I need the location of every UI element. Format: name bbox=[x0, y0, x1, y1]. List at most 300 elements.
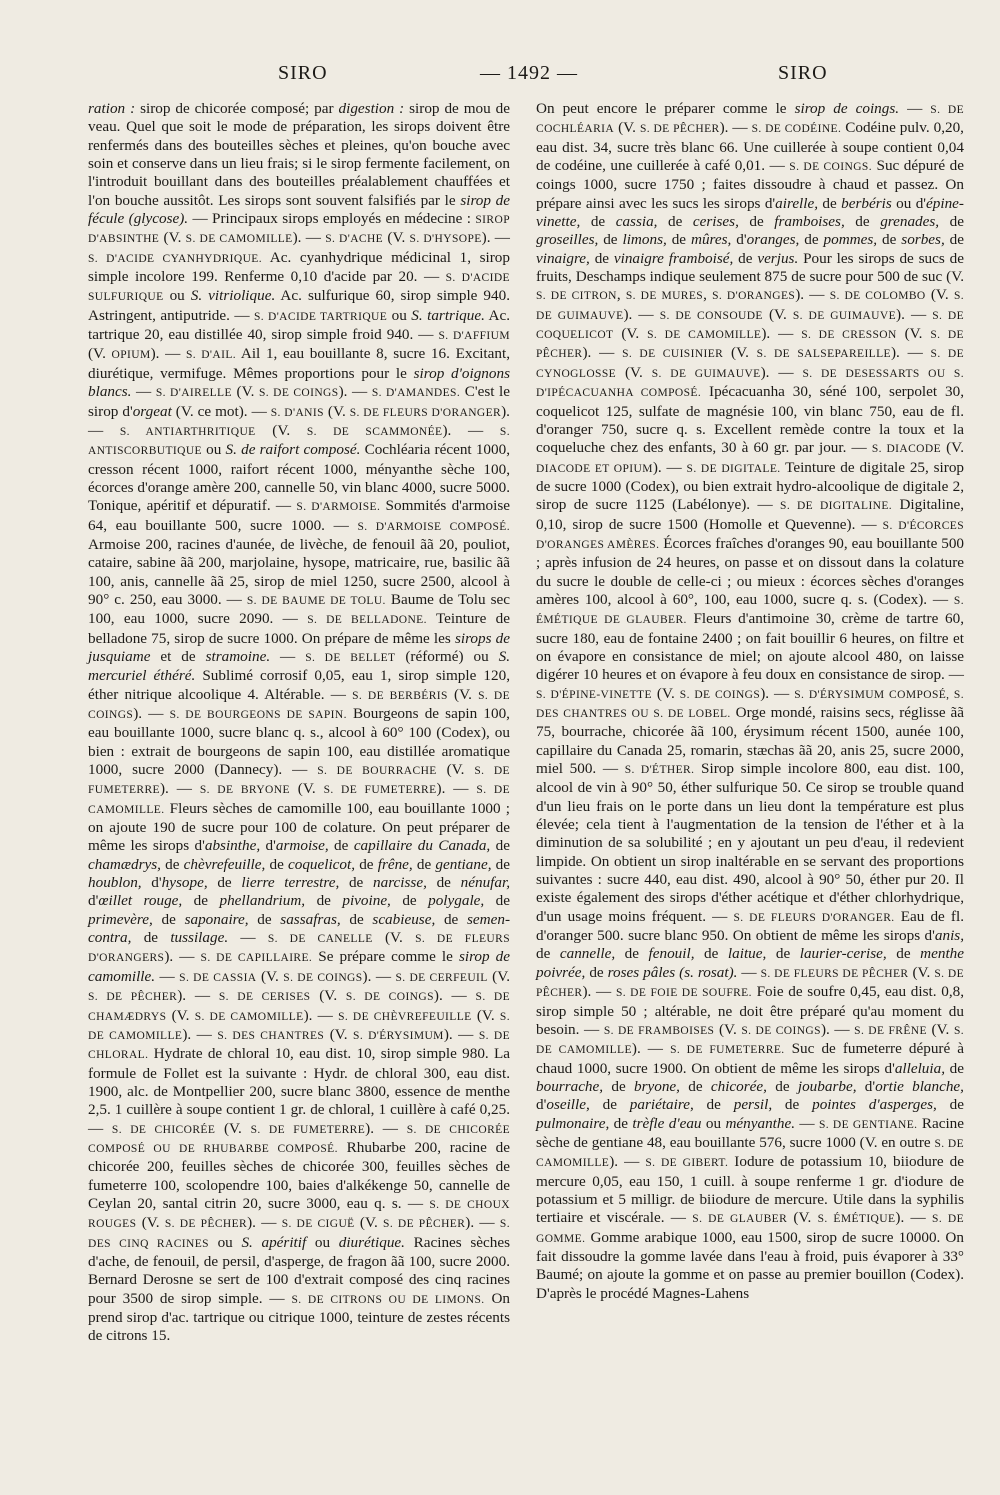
right-italic-term: sorbes, bbox=[901, 231, 945, 249]
right-italic-term: cassia, bbox=[615, 213, 658, 231]
right-text-run: d' bbox=[731, 231, 747, 249]
right-entry-heading: S. DE GUIMAUVE bbox=[536, 290, 965, 322]
right-entry-heading: S. DE CRESSON bbox=[801, 329, 897, 342]
right-text-run: ). — bbox=[631, 1040, 671, 1058]
left-text-run: de bbox=[160, 855, 184, 873]
left-entry-heading: S. DE CHOUX ROUGES bbox=[88, 1198, 511, 1231]
left-italic-term: orgeat bbox=[132, 402, 172, 420]
left-text-run: (V. bbox=[447, 685, 479, 703]
right-italic-term: vinaigre, bbox=[536, 249, 590, 267]
left-italic-term: sirop de fécule (glycose). bbox=[88, 191, 510, 228]
left-text-run: (V. bbox=[310, 987, 346, 1005]
right-entry-heading: S. DE FLEURS D'ORANGER. bbox=[733, 911, 895, 924]
left-entry-heading: S. DE CAMOMILLE bbox=[194, 1010, 304, 1023]
left-italic-term: nénufar, bbox=[460, 874, 510, 892]
left-text-run: Ac. tartrique 20, eau distillée 40, sirop simple froid 940. — bbox=[88, 306, 511, 344]
right-entry-heading: S. D'ÉRYSIMUM COMPOSÉ, S. DES CHANTRES OU S. DE LOBEL. bbox=[536, 688, 964, 720]
right-italic-term: grenades, bbox=[880, 213, 940, 231]
right-text-run: (V. bbox=[787, 1209, 818, 1227]
right-text-run: de bbox=[766, 1077, 798, 1095]
right-text-run: de bbox=[738, 213, 775, 231]
right-italic-term: pulmonaire, bbox=[536, 1114, 610, 1132]
right-text-run: Eau de fl. d'oranger 500. sucre blanc 950. On obtient de même les sirops d' bbox=[536, 907, 964, 945]
left-italic-term: saponaire, bbox=[184, 910, 249, 928]
right-text-run: d' bbox=[856, 1077, 876, 1095]
right-text-run: (V. bbox=[616, 363, 652, 381]
right-entry-heading: S. ÉMÉTIQUE DE GLAUBER. bbox=[536, 594, 964, 627]
left-italic-term: ration : bbox=[88, 100, 136, 117]
left-entry-heading: S. D'ÉRYSIMUM bbox=[353, 1029, 444, 1042]
right-entry-heading: S. DE COQUELICOT bbox=[536, 309, 964, 342]
left-entry-heading: S. D'AIL. bbox=[186, 349, 237, 362]
left-entry-heading: S. DES CINQ RACINES bbox=[88, 1218, 510, 1250]
right-text-run: de bbox=[799, 231, 824, 249]
right-italic-term: airelle, bbox=[775, 194, 819, 212]
left-italic-term: lierre terrestre, bbox=[241, 874, 340, 892]
left-italic-term: phellandrium, bbox=[219, 892, 306, 910]
right-text-run: — bbox=[899, 100, 931, 117]
right-italic-term: mûres, bbox=[690, 231, 732, 249]
left-italic-term: sirop de camomille. bbox=[88, 948, 511, 985]
left-entry-heading: S. DES CHANTRES bbox=[217, 1029, 325, 1042]
right-text-run: ). — bbox=[761, 325, 802, 343]
left-text-run: Armoise 200, racines d'aunée, de livèche, de fenouil ãã 20, pouliot, cataire, sabine ãã 200, marjolaine, hysope, matricaire, rue, basilic ãã 100, anis, cannelle ãã 25, sirop de miel 1250, sucre 2500, alcool à 90° c. 250, eau 3000. — bbox=[88, 535, 510, 608]
right-italic-term: bryone, bbox=[633, 1077, 680, 1095]
right-entry-heading: S. D'ÉPINE-VINETTE bbox=[536, 688, 652, 701]
right-italic-term: cannelle, bbox=[559, 945, 616, 963]
left-text-run: ). — bbox=[247, 1214, 282, 1232]
right-italic-term: oranges, bbox=[746, 231, 800, 249]
right-entry-heading: S. DE COLOMBO bbox=[829, 290, 926, 303]
left-entry-heading: S. D'AIRELLE bbox=[155, 387, 232, 400]
left-entry-heading: S. DE BELLET bbox=[305, 651, 396, 664]
left-text-run: ). — bbox=[362, 967, 396, 985]
left-entry-heading: S. DE PÊCHER bbox=[383, 1218, 466, 1231]
left-text-run: On prend sirop d'ac. tartrique ou citrique 1000, teinture de zestes récents de citrons 15. bbox=[88, 1289, 510, 1345]
right-entry-heading: S. DE CUISINIER bbox=[622, 348, 724, 361]
left-text-column bbox=[88, 100, 510, 1346]
left-text-run: ). — bbox=[164, 948, 201, 966]
left-text-run: ou bbox=[163, 287, 191, 305]
right-italic-term: laurier-cerise, bbox=[799, 945, 887, 963]
left-entry-heading: S. D'ACHE bbox=[325, 233, 384, 246]
right-italic-term: pariétaire, bbox=[629, 1096, 694, 1114]
right-italic-term: sirop de coings. bbox=[794, 100, 900, 117]
left-entry-heading: S. DE COINGS bbox=[283, 971, 363, 984]
right-text-run: On peut encore le préparer comme le bbox=[536, 100, 795, 117]
left-text-run: Rhubarbe 200, racine de chicorée 200, feuilles sèches de chicorée 300, feuilles sèches de fumeterre 100, scolopendre 100, baies d'alkékenge 50, cannelle de Ceylan 20, santal citrin 20, sucre 3000, eau q. s. — bbox=[88, 1138, 510, 1212]
left-text-run: ). — bbox=[177, 987, 219, 1005]
right-text-column bbox=[536, 100, 964, 1303]
right-text-run: ). — bbox=[609, 1153, 646, 1171]
left-entry-heading: S. DE CERISES bbox=[218, 991, 311, 1004]
left-italic-term: S. tartrique. bbox=[411, 306, 485, 324]
left-text-run: de bbox=[340, 910, 373, 928]
right-entry-heading: S. DE PÊCHER bbox=[536, 329, 964, 361]
left-entry-heading: OPIUM bbox=[111, 349, 151, 362]
left-entry-heading: S. D'ANIS bbox=[270, 406, 324, 419]
left-text-run: ). — bbox=[182, 1025, 218, 1043]
right-entry-heading: S. DE CODÉINE. bbox=[751, 123, 842, 136]
left-entry-heading: SIROP D'ABSINTHE bbox=[88, 214, 510, 246]
left-italic-term: S. vitriolique. bbox=[190, 287, 276, 305]
right-italic-term: fenouil, bbox=[648, 945, 695, 963]
left-text-run: d' bbox=[141, 874, 162, 892]
left-text-run: de bbox=[152, 910, 185, 928]
header-left-keyword: SIRO bbox=[278, 62, 328, 84]
left-italic-term: semen-contra, bbox=[88, 910, 511, 947]
right-text-run: Racine sèche de gentiane 48, eau bouillante 576, sucre 1000 (V. en outre bbox=[536, 1114, 965, 1151]
left-text-run: ou bbox=[387, 306, 412, 324]
right-text-run: de bbox=[598, 231, 623, 249]
left-text-run: — bbox=[155, 967, 180, 985]
right-text-run: Fleurs d'antimoine 30, crème de tartre 60, sucre 180, eau de fontaine 2400 ; on fait bouillir 6 heures, on filtre et on évapore en consistance de miel; on ajoute alcool 480, on laisse digérer 10 heures et on évapore à feu doux en consistance de sirop. — bbox=[536, 610, 965, 684]
left-italic-term: chèvrefeuille, bbox=[183, 855, 266, 873]
right-text-run: Orge mondé, raisins secs, réglisse ãã 75, bourrache, chicorée ãã 100, érysimum récent 1500, aunée 100, capillaire du Canada 25, romarin, stæchas ãã 20, anis 25, sucre 2000, miel 500. — bbox=[536, 704, 964, 778]
left-text-run: Fleurs sèches de camomille 100, eau bouillante 1000 ; on ajoute 190 de sucre pour 100 de colature. On peut préparer de même les sirops d' bbox=[88, 799, 510, 855]
right-italic-term: roses pâles (s. rosat). bbox=[607, 963, 738, 981]
left-entry-heading: S. DE BELLADONE. bbox=[307, 614, 427, 627]
right-entry-heading: S. DE GOMME. bbox=[536, 1213, 964, 1245]
right-text-run: Pour les sirops de sucs de fruits, Deschamps indique seulement 875 de sucre pour 500 de suc (V. bbox=[536, 249, 964, 286]
left-entry-heading: S. DE CAPILLAIRE. bbox=[200, 952, 313, 965]
right-entry-heading: S. D'ÉCORCES D'ORANGES AMÈRES. bbox=[536, 519, 965, 551]
right-text-run: de bbox=[694, 945, 728, 963]
right-italic-term: oseille, bbox=[546, 1096, 590, 1114]
left-entry-heading: S. D'AMANDES. bbox=[371, 387, 461, 400]
left-text-run: ). — bbox=[133, 705, 170, 722]
left-entry-heading: S. DE CANELLE bbox=[267, 933, 373, 946]
left-text-run: sirop de mou de veau. Quel que soit le mode de préparation, les sirops doivent être renfermés dans des bouteilles sèches et pleines, qu'on bouche avec soin et conserve dans un lieu frais; si le sirop fermente facilement, on l'introduit bouillant dans des bouteilles préalablement chauffées et l'on bouche aussitôt. Les sirops sont souvent falsifiés par le bbox=[88, 100, 510, 209]
right-text-run: ). — bbox=[820, 1020, 855, 1038]
right-text-run: de bbox=[818, 194, 842, 212]
left-italic-term: houblon, bbox=[88, 874, 142, 892]
right-entry-heading: S. DE SALSEPAREILLE bbox=[756, 348, 891, 361]
left-entry-heading: S. DE CAMOMILLE. bbox=[88, 784, 510, 816]
right-text-run: ). — bbox=[760, 363, 803, 381]
left-entry-heading: S. DE FUMETERRE bbox=[88, 765, 510, 797]
left-entry-heading: S. DE CHLORAL. bbox=[88, 1029, 511, 1062]
left-italic-term: armoise, bbox=[275, 837, 329, 855]
left-text-run: et de bbox=[150, 647, 206, 665]
right-entry-heading: S. D'ORANGES bbox=[712, 290, 796, 303]
right-text-run: de bbox=[939, 213, 964, 231]
left-text-run: (V. bbox=[289, 780, 324, 798]
right-text-run: (V. bbox=[762, 305, 793, 323]
left-entry-heading: S. D'ACIDE TARTRIQUE bbox=[254, 310, 388, 323]
right-entry-heading: S. DE GENTIANE. bbox=[818, 1118, 918, 1131]
right-text-run: de bbox=[657, 213, 693, 231]
right-text-run: Teinture de digitale 25, sirop de sucre 1000 (Codex), ou bien extrait hydro-alcoolique de digitale 2, sirop de sucre 1125 (Labélonye). — bbox=[536, 458, 965, 514]
left-text-run: de bbox=[490, 837, 510, 855]
right-text-run: Codéine pulv. 0,20, eau dist. 34, sucre très blanc 66. Une cuillerée à soupe contient 0,04 de codéine, une cuillerée à café 0,01. — bbox=[536, 119, 964, 175]
right-text-run: Gomme arabique 1000, eau 1500, sirop de sucre 10000. On fait dissoudre la gomme lavée dans l'eau à froid, puis évaporer à 33° Baumé; on ajoute la gomme et on passe au premier bouillon (Codex). D'après le procédé Magnes-Lahens bbox=[536, 1228, 964, 1302]
right-entry-heading: S. DE CAMOMILLE bbox=[647, 329, 762, 342]
left-entry-heading: S. DE PÊCHER bbox=[88, 991, 178, 1004]
left-text-run: — bbox=[228, 929, 268, 947]
left-entry-heading: S. DE CHICORÉE bbox=[111, 1123, 216, 1136]
right-column-paragraph bbox=[536, 100, 964, 1303]
right-text-run: de bbox=[733, 249, 758, 267]
right-italic-term: ortie blanche, bbox=[875, 1077, 964, 1095]
left-text-run: (V. bbox=[255, 421, 307, 439]
left-italic-term: coquelicot, bbox=[287, 855, 356, 873]
right-text-run: — bbox=[795, 1114, 819, 1132]
left-entry-heading: S. DE PÊCHER bbox=[164, 1218, 248, 1231]
right-entry-heading: S. DE PÊCHER bbox=[536, 967, 965, 1000]
right-text-run: Foie de soufre 0,45, eau dist. 0,8, sirop simple 50 ; altérable, ne doit être préparé qu'au moment du besoin. — bbox=[536, 983, 965, 1038]
right-text-run: (V. bbox=[614, 119, 640, 137]
right-italic-term: épine-vinette, bbox=[536, 194, 964, 231]
left-text-run: (V. bbox=[215, 1119, 251, 1137]
left-entry-heading: S. D'ACIDE SULFURIQUE bbox=[88, 272, 510, 304]
right-entry-heading: S. ÉMÉTIQUE bbox=[817, 1213, 896, 1226]
right-entry-heading: S. D'ÉTHER. bbox=[624, 764, 695, 777]
left-text-run: Se prépare comme le bbox=[312, 948, 459, 966]
right-italic-term: bourrache, bbox=[536, 1077, 604, 1095]
left-text-run: ). — bbox=[436, 780, 477, 798]
right-entry-heading: S. DE COINGS. bbox=[789, 161, 872, 174]
right-text-run: de bbox=[609, 1114, 633, 1132]
left-text-run: de bbox=[207, 874, 242, 892]
left-text-run: de bbox=[182, 892, 220, 910]
left-text-run: ). — bbox=[292, 229, 326, 247]
right-text-run: (V. bbox=[896, 325, 931, 343]
left-entry-heading: S. DE CERFEUIL bbox=[395, 971, 488, 984]
left-italic-term: chamædrys, bbox=[88, 855, 161, 873]
right-text-run: de bbox=[585, 963, 608, 981]
left-italic-term: gentiane, bbox=[435, 855, 492, 873]
left-entry-heading: S. DE SCAMMONÉE bbox=[306, 425, 443, 438]
right-text-run: ). — bbox=[582, 344, 623, 362]
page-number: — 1492 — bbox=[480, 62, 578, 84]
right-entry-heading: S. DE DESESSARTS OU S. D'IPÉCACUANHA COMPOSÉ. bbox=[536, 367, 964, 400]
left-text-run: d' bbox=[88, 892, 99, 910]
right-entry-heading: S. DE PÊCHER bbox=[639, 123, 720, 136]
left-entry-heading: S. DE BRYONE bbox=[199, 784, 290, 797]
left-text-run: de bbox=[339, 874, 374, 892]
right-text-run: de bbox=[580, 213, 616, 231]
right-text-run: ). — bbox=[895, 1209, 933, 1227]
left-text-run: (V. bbox=[256, 967, 284, 985]
left-text-run: de bbox=[426, 874, 461, 892]
left-entry-heading: S. DE COINGS bbox=[258, 387, 339, 400]
left-text-run: Cochléaria récent 1000, cresson récent 1000, raifort récent 1000, ményanthe sèche 100, écorces d'orange amère 200, cannelle 50, vin blanc 4000, sucre 5000. Tonique, apéritif et dépuratif. — bbox=[88, 441, 510, 515]
left-text-run: ). — bbox=[443, 1025, 479, 1043]
right-text-run: de bbox=[589, 249, 614, 267]
left-entry-heading: S. ANTIARTHRITIQUE bbox=[119, 425, 256, 438]
left-entry-heading: S. DE CAMOMILLE bbox=[185, 233, 293, 246]
right-entry-heading: S. DE CYNOGLOSSE bbox=[536, 348, 964, 380]
left-text-run: ou bbox=[306, 1233, 339, 1251]
right-italic-term: chicorée, bbox=[710, 1077, 767, 1095]
left-text-run: ). — bbox=[365, 1119, 407, 1137]
right-entry-heading: S. DE COINGS bbox=[679, 688, 761, 701]
right-text-run: ). — bbox=[890, 344, 931, 362]
left-text-run: (V. bbox=[372, 929, 416, 947]
right-entry-heading: S. DIACODE bbox=[871, 443, 942, 456]
left-entry-heading: S. DE FLEURS D'ORANGERS bbox=[88, 933, 510, 965]
left-text-run: (V. bbox=[323, 402, 350, 420]
left-text-run: (V. bbox=[159, 229, 186, 247]
left-text-run: (V. bbox=[166, 1006, 195, 1024]
right-text-run: (V. bbox=[926, 1020, 954, 1038]
right-text-run: ). — bbox=[623, 305, 660, 323]
right-italic-term: anis, bbox=[934, 927, 964, 945]
left-text-run: ). — bbox=[442, 421, 500, 439]
left-text-run: (V. bbox=[471, 1006, 500, 1024]
right-entry-heading: S. DE CAMOMILLE bbox=[536, 1137, 964, 1170]
left-text-run: (V. bbox=[136, 1214, 165, 1232]
left-text-run: (V. bbox=[383, 229, 410, 247]
left-text-run: de bbox=[412, 855, 436, 873]
left-text-run: ou bbox=[208, 1233, 242, 1251]
left-text-run: de bbox=[355, 855, 378, 873]
right-entry-heading: S. DE FRÊNE bbox=[854, 1024, 927, 1037]
right-entry-heading: S. DE GIBERT. bbox=[645, 1157, 729, 1170]
right-text-run: Iodure de potassium 10, biiodure de mercure 0,05, eau 150, 1 cuill. à soupe renferme 1 gr. d'iodure de potassium et 5 milligr. de biiodure de mercure. Utile dans la syphilis tertiaire et viscérale. — bbox=[536, 1153, 964, 1227]
right-italic-term: verjus. bbox=[757, 249, 799, 267]
right-text-run: (V. bbox=[651, 684, 680, 702]
right-text-run: ou bbox=[701, 1114, 726, 1132]
right-text-run: Sirop simple incolore 800, eau dist. 100, alcool de vin à 90° 50, éther sulfurique 50. Ce sirop se trouble quand d'un lieu frais on le porte dans un lieu dont la température est plus élevée; cela tient à l'augmentation de la tension de l'éther et à la diminution de sa solubilité ; en y ajoutant un peu d'eau, il redevient limpide. On obtient un sirop inaltérable en se servant des proportions suivantes : sucre 440, eau dist. 490, alcool à 90° 50, éther pur 20. Il existe également des sirops d'éther acétique et d'éther chlorhydrique, d'un usage moins fréquent. — bbox=[536, 760, 965, 925]
right-italic-term: vinaigre framboisé, bbox=[613, 249, 734, 267]
left-text-run: ). — bbox=[150, 345, 186, 363]
right-text-run: de bbox=[944, 231, 965, 249]
left-italic-term: digestion : bbox=[338, 100, 405, 117]
left-entry-heading: S. DE CIGUË bbox=[281, 1218, 355, 1231]
right-italic-term: limons, bbox=[622, 231, 667, 249]
left-text-run: de bbox=[328, 837, 354, 855]
left-text-run: C'est le sirop d' bbox=[88, 383, 511, 420]
right-text-run: ). — bbox=[795, 286, 830, 304]
left-text-run: sirop de chicorée composé; par bbox=[135, 100, 339, 117]
left-entry-heading: S. D'ARMOISE. bbox=[296, 501, 381, 514]
left-text-run: ). — bbox=[433, 987, 476, 1005]
right-italic-term: laitue, bbox=[727, 945, 767, 963]
right-text-run: ). — bbox=[652, 458, 687, 476]
right-text-run: de bbox=[536, 945, 560, 963]
right-text-run: de bbox=[844, 213, 881, 231]
right-text-run: (V. bbox=[723, 344, 757, 362]
right-italic-term: groseilles, bbox=[536, 231, 599, 249]
left-entry-heading: S. DE CITRONS OU DE LIMONS. bbox=[291, 1293, 485, 1306]
right-text-run: ). — bbox=[719, 119, 752, 137]
right-entry-heading: S. DE DIGITALINE. bbox=[780, 500, 893, 513]
left-text-run: Sublimé corrosif 0,05, eau 1, sirop simple 120, éther nitrique alcoolique 4. Altérable. — bbox=[88, 667, 510, 703]
left-text-run: — bbox=[131, 383, 156, 401]
right-text-run: — bbox=[737, 963, 761, 981]
left-text-run: (V. bbox=[88, 345, 112, 363]
left-entry-heading: S. DE FUMETERRE bbox=[323, 784, 437, 797]
left-italic-term: S. de raifort composé. bbox=[225, 441, 361, 459]
right-entry-heading: S. DE FUMETERRE. bbox=[670, 1044, 785, 1057]
left-italic-term: S. apéritif bbox=[241, 1233, 307, 1251]
right-italic-term: pommes, bbox=[823, 231, 878, 249]
right-italic-term: framboises, bbox=[774, 213, 845, 231]
left-entry-heading: S. DE BOURRACHE bbox=[317, 765, 437, 778]
right-entry-heading: S. DE COINGS bbox=[741, 1024, 821, 1037]
right-text-run: (V. bbox=[714, 1020, 742, 1038]
right-entry-heading: S. DE FOIE DE SOUFRE. bbox=[615, 987, 752, 1000]
left-text-run: ). — bbox=[88, 402, 510, 439]
right-text-run: de bbox=[877, 231, 902, 249]
left-entry-heading: S. DE BAUME DE TOLU. bbox=[246, 594, 386, 607]
right-text-run: de bbox=[772, 1096, 813, 1114]
left-entry-heading: S. DE COINGS bbox=[88, 689, 510, 721]
left-text-run: de bbox=[484, 892, 510, 910]
right-entry-heading: S. DE GUIMAUVE bbox=[792, 309, 897, 322]
left-text-run: Ac. cyanhydrique médicinal 1, sirop simple incolore 199. Renferme 0,10 d'acide par 20. — bbox=[88, 248, 510, 286]
left-entry-heading: S. DE CHICORÉE COMPOSÉ OU DE RHUBARBE COMPOSÉ. bbox=[88, 1123, 511, 1155]
left-text-run: Racines sèches d'ache, de fenouil, de persil, d'asperge, de fragon ãã 100, sucre 2000. Bernard Derosne se sert de 100 d'extrait composé des cinq racines pour 3500 de sirop simple. — bbox=[88, 1233, 511, 1307]
left-italic-term: capillaire du Canada, bbox=[353, 837, 491, 855]
left-text-run: Hydrate de chloral 10, eau dist. 10, sirop simple 980. La formule de Follet est la suivante : Hydr. de chloral 300, eau dist. 1900, alc. de Montpellier 200, sucre blanc 3800, essence de menthe 2,5. 1 cuillère à soupe contient 1 gr. de chloral, 1 cuillère à café 0,25. — bbox=[88, 1045, 510, 1137]
right-text-run: de bbox=[615, 945, 649, 963]
left-italic-term: stramoine. bbox=[205, 647, 271, 665]
left-entry-heading: S. DE BOURGEONS DE SAPIN. bbox=[169, 709, 347, 721]
left-entry-heading: S. DE CAMOMILLE bbox=[88, 1010, 510, 1042]
left-text-run: d' bbox=[260, 837, 276, 855]
right-text-run: de bbox=[766, 945, 800, 963]
left-text-run: (V. bbox=[487, 967, 510, 985]
right-italic-term: ményanthe. bbox=[725, 1114, 796, 1132]
left-text-run: de bbox=[265, 855, 288, 873]
left-text-run: — Principaux sirops employés en médecine : bbox=[188, 210, 476, 228]
right-text-run: (V. bbox=[613, 325, 648, 343]
left-italic-term: diurétique. bbox=[338, 1233, 405, 1251]
left-italic-term: sassafras, bbox=[280, 910, 341, 928]
right-text-run: Digitaline, 0,10, sirop de sucre 1500 (Homolle et Quevenne). — bbox=[536, 496, 964, 533]
right-text-run: Suc dépuré de coings 1000, sucre 1750 ; faites dissoudre à chaud et passez. On prépare ainsi avec les sucs les sirops d' bbox=[536, 157, 964, 212]
right-text-run: de bbox=[666, 231, 691, 249]
left-text-run: — bbox=[270, 647, 306, 665]
left-italic-term: scabieuse, bbox=[372, 910, 436, 928]
left-column-paragraph bbox=[88, 100, 510, 1346]
left-text-run: ). — bbox=[481, 229, 510, 247]
right-italic-term: berbéris bbox=[841, 194, 892, 212]
left-text-run: Baume de Tolu sec 100, eau 1000, sucre 2090. — bbox=[88, 590, 510, 628]
left-text-run: de bbox=[305, 892, 343, 910]
right-entry-heading: S. DE GLAUBER bbox=[692, 1213, 788, 1226]
right-italic-term: joubarbe, bbox=[797, 1077, 857, 1095]
right-text-run: ). — bbox=[896, 305, 933, 323]
left-text-run: ). — bbox=[159, 780, 200, 798]
right-text-run: Ipécacuanha 30, séné 100, serpolet 30, coquelicot 125, sulfate de magnésie 100, vin blanc 750, eau de fl. d'oranger 750, sucre q. s. Excellent remède contre la toux et la coqueluche chez des enfants, 30 à 60 gr. par jour. — bbox=[536, 383, 964, 457]
left-italic-term: narcisse, bbox=[373, 874, 427, 892]
right-text-run: de bbox=[603, 1077, 634, 1095]
left-entry-heading: S. DE BERBÉRIS bbox=[352, 689, 448, 702]
right-text-run: de bbox=[589, 1096, 630, 1114]
left-text-run: Teinture de belladone 75, sirop de sucre 1000. On prépare de même les bbox=[88, 610, 510, 647]
left-text-run: de bbox=[131, 929, 171, 947]
header-right-keyword: SIRO bbox=[778, 62, 828, 84]
right-text-run: de bbox=[945, 1059, 964, 1077]
left-entry-heading: S. D'HYSOPE bbox=[409, 233, 482, 246]
right-italic-term: alleluia, bbox=[894, 1059, 946, 1077]
running-header bbox=[88, 62, 968, 92]
left-entry-heading: S. D'AFFIUM bbox=[438, 330, 510, 343]
left-italic-term: sirop d'oignons blancs. bbox=[88, 364, 510, 401]
left-text-run: Sommités d'armoise 64, eau bouillante 500, sucre 1000. — bbox=[88, 497, 510, 534]
right-italic-term: pointes d'asperges, bbox=[812, 1096, 937, 1114]
right-italic-term: menthe poivrée, bbox=[536, 945, 964, 981]
left-italic-term: S. mercuriel éthéré. bbox=[88, 647, 510, 685]
left-italic-term: pivoine, bbox=[342, 892, 391, 910]
right-entry-heading: S. DE FRAMBOISES bbox=[603, 1024, 715, 1037]
right-entry-heading: S. DE CAMOMILLE bbox=[536, 1024, 965, 1057]
left-text-run: (réformé) ou bbox=[395, 647, 499, 665]
